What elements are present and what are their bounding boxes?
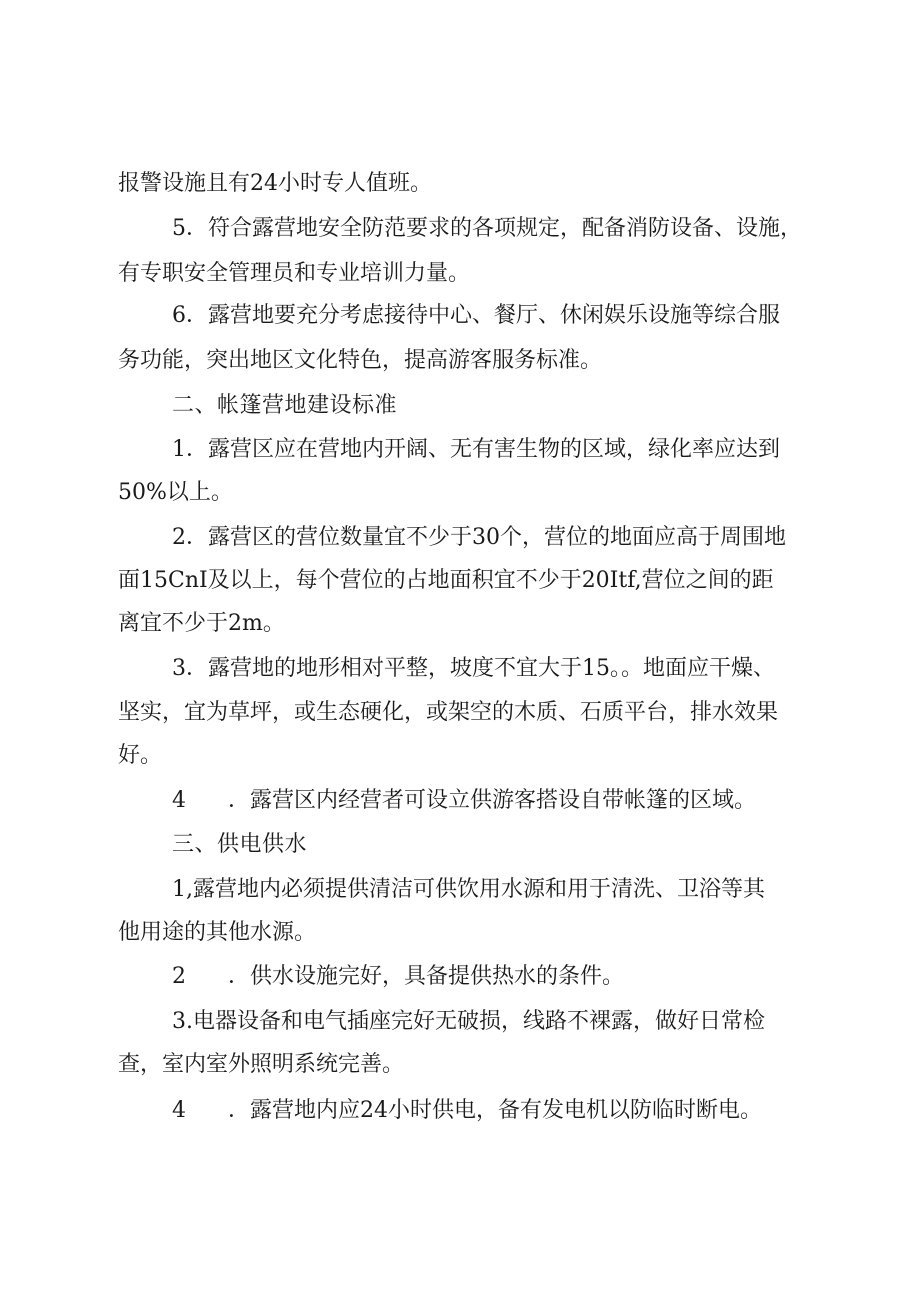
list-number: 4 [172,1098,186,1123]
text-line: ．供水设施完好，具备提供热水的条件。 [228,964,625,989]
text-line: 面15CnI及以上，每个营位的占地面积宜不少于20Itf,营位之间的距 [118,568,774,593]
text-line: 坚实，宜为草坪，或生态硬化，或架空的木质、石质平台，排水效果 [118,700,779,725]
text-line: 查，室内室外照明系统完善。 [118,1052,405,1077]
text-line: 好。 [118,743,163,768]
text-line: 3.电器设备和电气插座完好无破损，线路不裸露，做好日常检 [172,1009,765,1034]
text-line: 报警设施且有24小时专人值班。 [118,171,432,196]
list-number: 4 [172,788,186,813]
text-line: 务功能，突出地区文化特色，提高游客服务标准。 [118,348,603,373]
text-line: 50%以上。 [118,480,233,505]
text-line: 5．符合露营地安全防范要求的各项规定，配备消防设备、设施， [172,216,802,241]
text-line: 他用途的其他水源。 [118,920,317,945]
text-line: 离宜不少于2m。 [118,611,285,636]
text-line: 1,露营地内必须提供清洁可供饮用水源和用于清洗、卫浴等其 [172,877,765,902]
text-line: ．露营地内应24小时供电，备有发电机以防临时断电。 [228,1098,762,1123]
text-line: 有专职安全管理员和专业培训力量。 [118,261,471,286]
text-line: 1．露营区应在营地内开阔、无有害生物的区域，绿化率应达到 [172,437,780,462]
list-number: 2 [172,964,186,989]
section-heading: 二、帐篷营地建设标准 [172,393,398,418]
text-line: ．露营区内经营者可设立供游客搭设自带帐篷的区域。 [228,788,757,813]
text-line: 3．露营地的地形相对平整，坡度不宜大于15。。地面应干燥、 [172,656,775,681]
section-heading: 三、供电供水 [172,832,308,857]
text-line: 6．露营地要充分考虑接待中心、餐厅、休闲娱乐设施等综合服 [172,303,780,328]
text-line: 2．露营区的营位数量宜不少于30个，营位的地面应高于周围地 [172,525,786,550]
